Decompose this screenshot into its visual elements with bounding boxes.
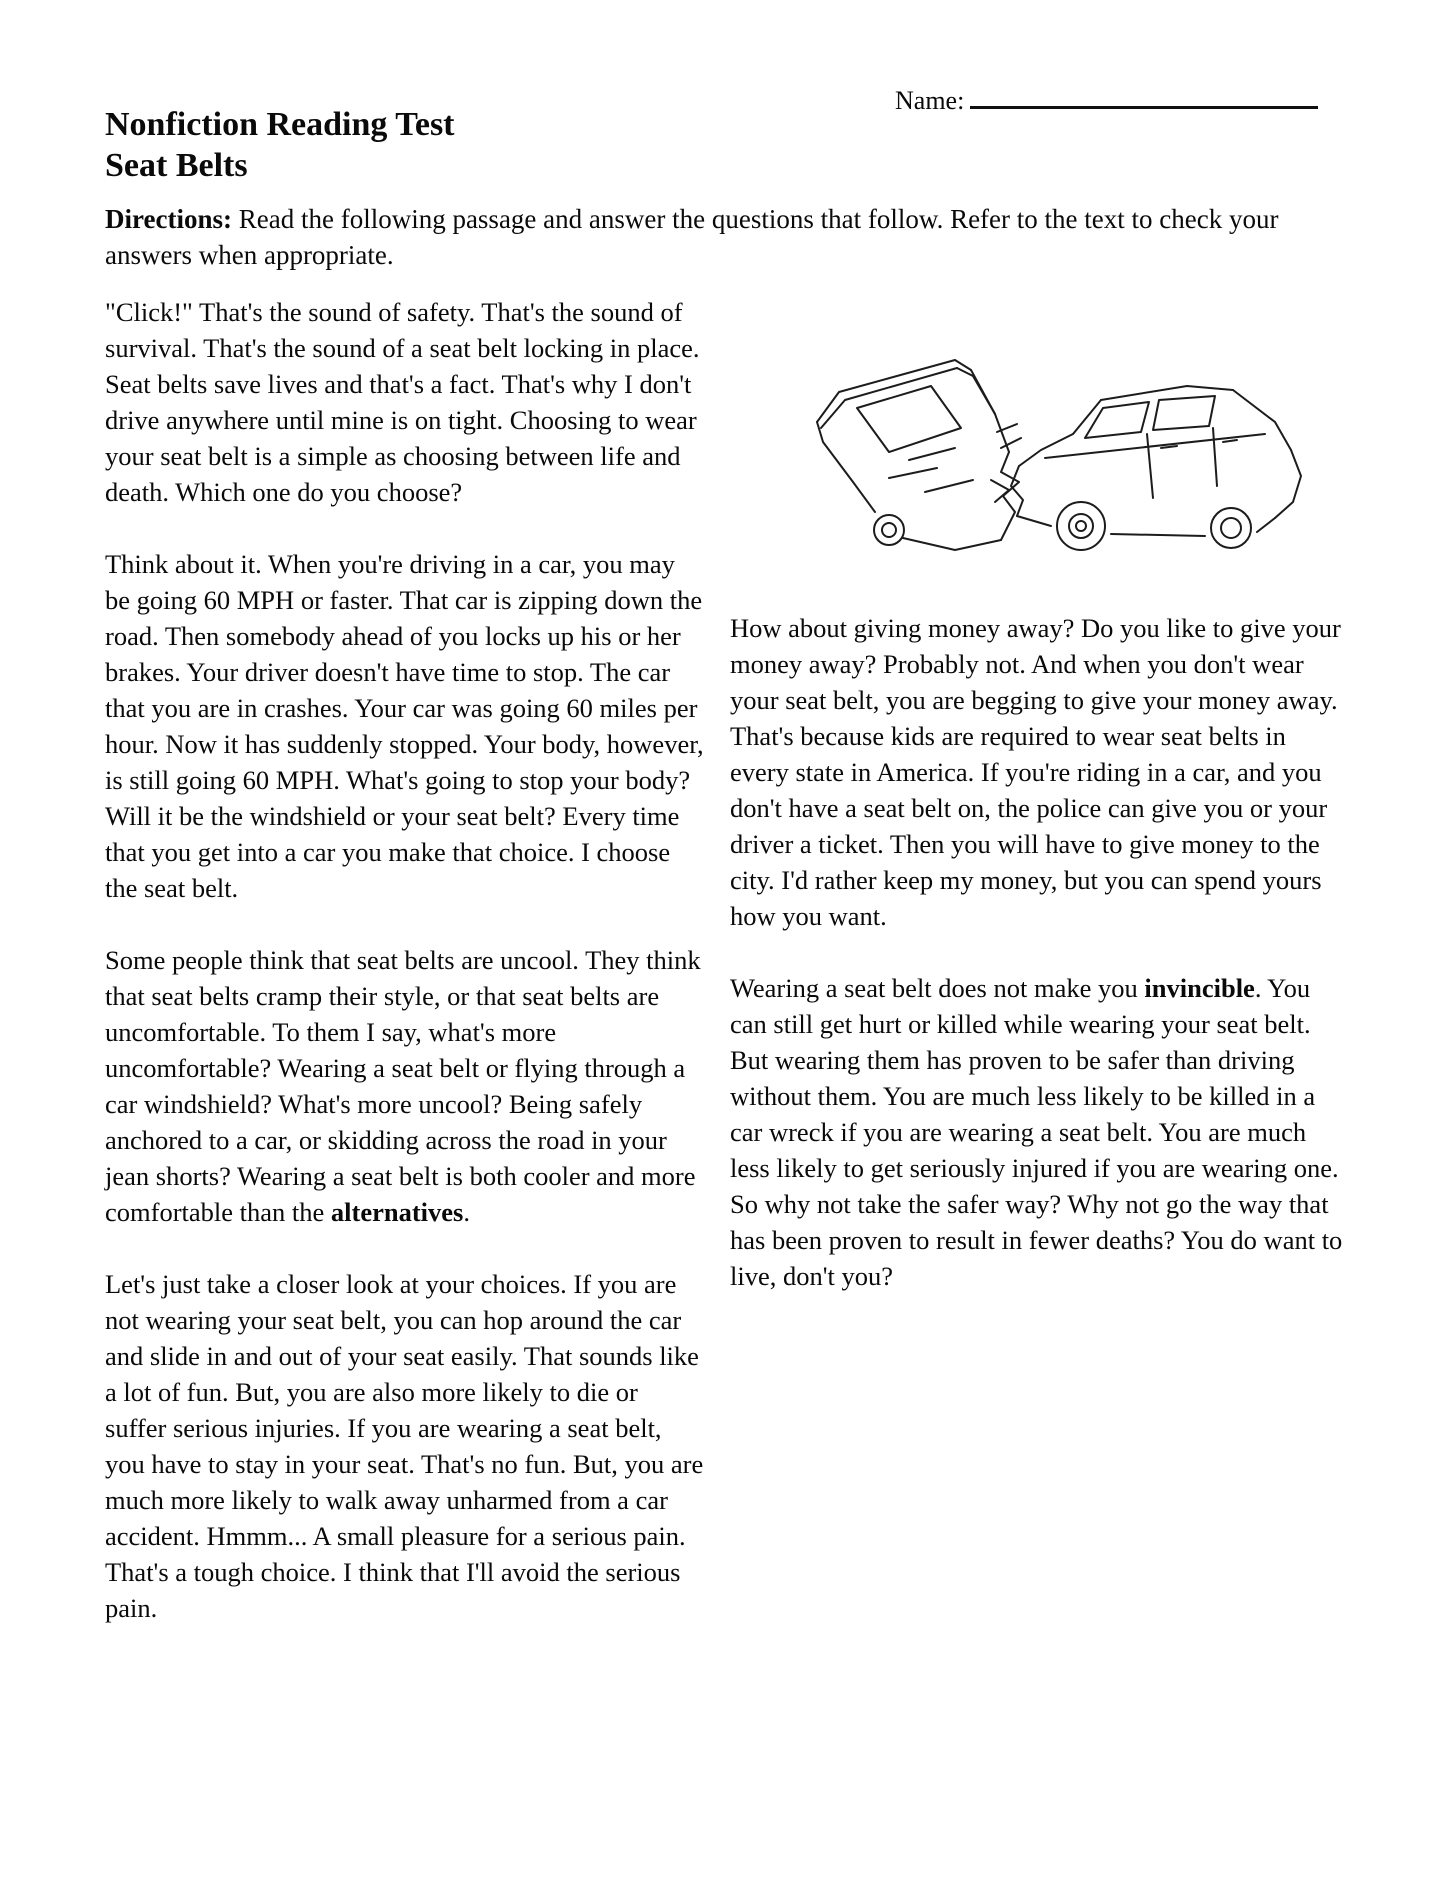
passage-paragraph <box>105 546 705 906</box>
page-title: Nonfiction Reading Test <box>105 106 455 143</box>
passage-right-column <box>730 294 1345 1294</box>
passage-paragraph <box>105 942 705 1230</box>
title-block <box>105 104 1345 186</box>
directions-text: Read the following passage and answer the questions that follow. Refer to the text to check your answers when appropriate. <box>105 204 1279 270</box>
name-field <box>895 82 1318 116</box>
passage-paragraph <box>105 1266 705 1626</box>
paragraph-text: . <box>463 1197 470 1227</box>
passage-paragraph <box>105 294 705 510</box>
passage-paragraph <box>730 970 1345 1294</box>
car-crash-illustration <box>805 330 1345 570</box>
paragraph-text: Let's just take a closer look at your choices. If you are not wearing your seat belt, you can hop around the car and slide in and out of your seat easily. That sounds like a lot of fun. But, you are also more likely to die or suffer serious injuries. If you are wearing a seat belt, you have to stay in your seat. That's no fun. But, you are much more likely to walk away unharmed from a car accident. Hmmm... A small pleasure for a serious pain. That's a tough choice. I think that I'll avoid the serious pain. <box>105 1269 704 1623</box>
paragraph-text: Some people think that seat belts are uncool. They think that seat belts cramp their style, or that seat belts are uncomfortable. To them I say, what's more uncomfortable? Wearing a seat belt or flying through a car windshield? What's more uncool? Being safely anchored to a car, or skidding across the road in your jean shorts? Wearing a seat belt is both cooler and more comfortable than the <box>105 945 701 1227</box>
bold-term: invincible <box>1144 973 1255 1003</box>
paragraph-text: How about giving money away? Do you like to give your money away? Probably not. And when you don't wear your seat belt, you are begging to give your money away. That's because kids are required to wear seat belts in every state in America. If you're riding in a car, and you don't have a seat belt on, the police can give you or your driver a ticket. Then you will have to give money to the city. I'd rather keep my money, but you can spend yours how you want. <box>730 613 1341 931</box>
passage-paragraph <box>730 610 1345 934</box>
right-car-sketch <box>997 386 1301 550</box>
bold-term: alternatives <box>330 1197 464 1227</box>
name-label: Name: <box>895 86 965 115</box>
passage-right-paragraphs <box>730 610 1345 1294</box>
page-subtitle: Seat Belts <box>105 147 248 184</box>
paragraph-text: Think about it. When you're driving in a car, you may be going 60 MPH or faster. That car is zipping down the road. Then somebody ahead of you locks up his or her brakes. Your driver doesn't have time to stop. The car that you are in crashes. Your car was going 60 miles per hour. Now it has suddenly stopped. Your body, however, is still going 60 MPH. What's going to stop your body? Will it be the windshield or your seat belt? Every time that you get into a car you make that choice. I choose the seat belt. <box>105 549 704 903</box>
name-blank-line <box>970 82 1318 109</box>
left-car-sketch <box>817 360 1019 550</box>
passage <box>105 294 1345 1626</box>
paragraph-text: . You can still get hurt or killed while wearing your seat belt. But wearing them has proven to be safer than driving without them. You are much less likely to be killed in a car wreck if you are wearing a seat belt. You are much less likely to get seriously injured if you are wearing one. So why not take the safer way? Why not go the way that has been proven to result in fewer deaths? You do want to live, don't you? <box>730 973 1343 1291</box>
directions-label: Directions: <box>105 204 232 234</box>
passage-left-column <box>105 294 705 1626</box>
paragraph-text: "Click!" That's the sound of safety. That's the sound of survival. That's the sound of a seat belt locking in place. Seat belts save lives and that's a fact. That's why I don't drive anywhere until mine is on tight. Choosing to wear your seat belt is a simple as choosing between life and death. Which one do you choose? <box>105 297 700 507</box>
paragraph-text: Wearing a seat belt does not make you <box>730 973 1145 1003</box>
directions <box>105 201 1345 273</box>
